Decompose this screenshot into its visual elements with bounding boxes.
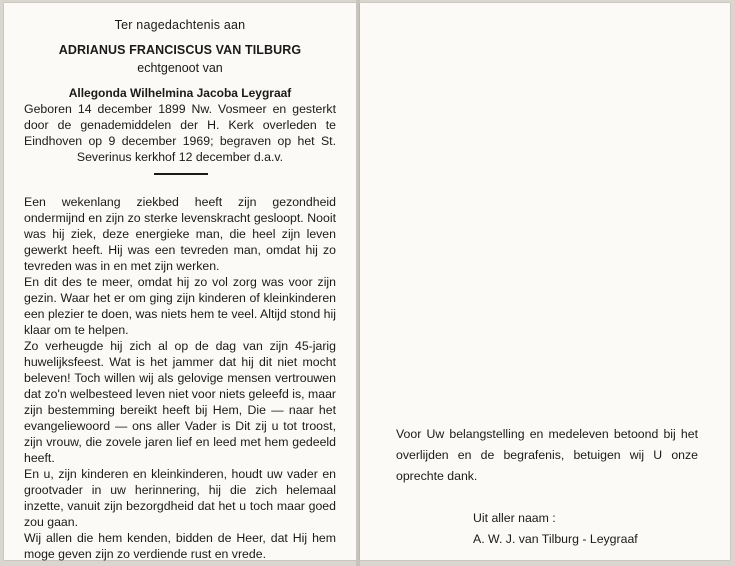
eulogy-paragraph: Wij allen die hem kenden, bidden de Heer, dat Hij hem moge geven zijn zo verdiende rust en vrede.: [24, 531, 336, 561]
family-signature: A. W. J. van Tilburg - Leygraaf: [473, 532, 638, 546]
eulogy-paragraph: Zo verheugde hij zich al op de dag van zijn 45-jarig huwelijksfeest. Wat is het jammer dat hij dit niet mocht beleven! Toch willen wij als gelovige mensen vertrouwen dat zo'n welbesteed leven niet voor niets geleefd is, maar zijn bestemming bereikt heeft bij Hem, Die — naar het evangeliewoord — ons aller Vader is Dit zij u tot troost, zijn vrouw, die zovele jaren lief en leed met hem gedeeld heeft.: [24, 339, 337, 465]
eulogy-paragraph: Een wekenlang ziekbed heeft zijn gezondheid ondermijnd en zijn zo sterke levenskracht gesloopt. Nooit was hij ziek, deze energieke man, die heel zijn leven gewerkt heeft. Hij was een tevreden man, omdat hij zo tevreden was in en met zijn werken.: [24, 195, 336, 273]
spouse-intro: echtgenoot van: [137, 61, 223, 75]
left-page: [4, 3, 356, 560]
eulogy-paragraph: En u, zijn kinderen en kleinkinderen, houdt uw vader en grootvader in uw herinnering, hij die zich helemaal inzette, vanuit zijn bezorgdheid dat het u toch maar goed zou gaan.: [24, 467, 336, 529]
closing-label: Uit aller naam :: [473, 511, 556, 525]
life-details: Geboren 14 december 1899 Nw. Vosmeer en gesterkt door de genademiddelen der H. Kerk overleden te Eindhoven op 9 december 1969; begraven op het St. Severinus kerkhof 12 december d.a.v.: [24, 102, 336, 164]
deceased-name: ADRIANUS FRANCISCUS VAN TILBURG: [58, 43, 302, 57]
spouse-name: Allegonda Wilhelmina Jacoba Leygraaf: [68, 86, 292, 100]
section-divider: [154, 173, 208, 175]
eulogy-paragraph: En dit des te meer, omdat hij zo vol zorg was voor zijn gezin. Waar het er om ging zijn kinderen of kleinkinderen een plezier te doen, was niets hem te veel. Altijd stond hij klaar om te helpen.: [24, 275, 336, 337]
closing-block: [473, 508, 638, 550]
thank-you-message: Voor Uw belangstelling en medeleven betoond bij het overlijden en de begrafenis, betuigen wij U onze oprechte dank.: [396, 427, 698, 483]
eulogy-text: [24, 194, 336, 562]
memorial-header: [4, 17, 356, 101]
right-page: [360, 3, 730, 560]
memorial-intro: Ter nagedachtenis aan: [114, 18, 246, 32]
